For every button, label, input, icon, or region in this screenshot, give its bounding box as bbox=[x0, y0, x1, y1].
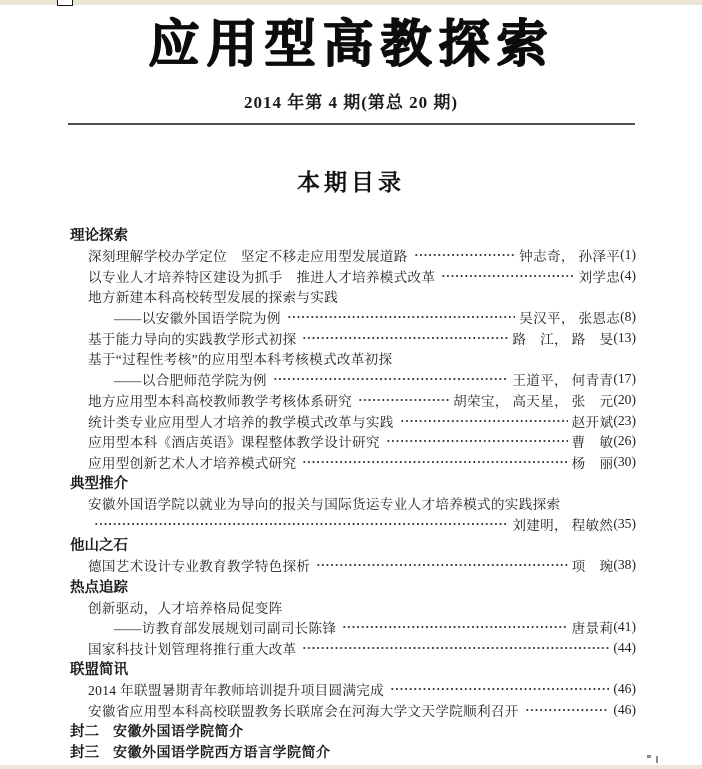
toc-entry-title: ——以合肥师范学院为例 bbox=[114, 373, 267, 389]
toc-dot-leader bbox=[441, 270, 574, 282]
toc-entry bbox=[70, 596, 636, 617]
toc-entry bbox=[70, 307, 636, 328]
scan-edge-bottom bbox=[0, 765, 702, 769]
toc-entry-title: 创新驱动，人才培养格局促变阵 bbox=[88, 600, 283, 616]
toc-entry-page-number: (4) bbox=[620, 267, 636, 283]
toc-entry bbox=[70, 390, 636, 411]
toc-entry-authors: 吴汉平， 张恩志 bbox=[519, 311, 621, 327]
toc-dot-leader bbox=[400, 415, 568, 427]
toc-dot-leader bbox=[287, 311, 515, 323]
toc-entry bbox=[70, 245, 636, 266]
back-cover-label: 封二 bbox=[70, 724, 99, 741]
back-cover-title: 安徽外国语学院西方语言学院简介 bbox=[113, 745, 331, 761]
toc-entry-title: 国家科技计划管理将推行重大改革 bbox=[88, 642, 297, 658]
toc-entry-authors: 胡荣宝， 高天星， 张 元 bbox=[453, 393, 614, 409]
header-divider-rule bbox=[68, 123, 635, 125]
toc-entry bbox=[70, 286, 636, 307]
toc-entry-authors: 赵开斌 bbox=[571, 414, 614, 430]
toc-entry-authors: 曹 敏 bbox=[571, 435, 614, 451]
toc-dot-leader bbox=[342, 621, 567, 633]
scan-artifact-bottom-right bbox=[647, 745, 658, 763]
toc-entry-title: 深刻理解学校办学定位 坚定不移走应用型发展道路 bbox=[88, 249, 408, 265]
toc-dot-leader bbox=[525, 704, 610, 716]
toc-entry-title: 2014 年联盟暑期青年教师培训提升项目圆满完成 bbox=[88, 683, 385, 699]
toc-entry-page-number: (13) bbox=[613, 329, 636, 345]
toc-dot-leader bbox=[414, 249, 516, 261]
toc-dot-leader bbox=[273, 373, 509, 385]
toc-entry-title: 地方应用型本科高校教师教学考核体系研究 bbox=[88, 393, 352, 409]
toc-entry bbox=[70, 493, 636, 514]
toc-entry-title: 德国艺术设计专业教育教学特色探析 bbox=[88, 559, 311, 575]
toc-entry-title: 应用型本科《酒店英语》课程整体教学设计研究 bbox=[88, 435, 380, 451]
back-cover-label: 封三 bbox=[70, 745, 99, 762]
toc-entry-authors: 项 琬 bbox=[571, 559, 614, 575]
toc-entry-title: 统计类专业应用型人才培养的教学模式改革与实践 bbox=[88, 414, 394, 430]
toc-entry-authors: 刘学忠 bbox=[578, 269, 621, 285]
toc-entry-page-number: (35) bbox=[613, 515, 636, 531]
toc-dot-leader bbox=[386, 435, 568, 447]
toc-dot-leader bbox=[302, 456, 567, 468]
toc-entry bbox=[70, 555, 636, 576]
toc-entry bbox=[70, 265, 636, 286]
journal-masthead-title: 应用型高教探索 bbox=[147, 14, 554, 74]
toc-entry bbox=[70, 679, 636, 700]
toc-entry-page-number: (44) bbox=[613, 640, 636, 656]
toc-section-heading: 他山之石 bbox=[70, 538, 128, 555]
scan-registration-marker bbox=[57, 0, 73, 6]
issue-line: 2014 年第 4 期(第总 20 期) bbox=[243, 93, 459, 112]
toc-entry-title: 应用型创新艺术人才培养模式研究 bbox=[88, 455, 297, 471]
toc-entry-authors: 钟志奇， 孙泽平 bbox=[519, 249, 621, 265]
toc-dot-leader bbox=[302, 642, 609, 654]
toc-entry-title: ——访教育部发展规划司副司长陈锋 bbox=[114, 621, 337, 637]
toc-entry-page-number: (26) bbox=[613, 433, 636, 449]
toc-dot-leader bbox=[302, 332, 508, 344]
toc-entry-page-number: (30) bbox=[613, 453, 636, 469]
toc-entry bbox=[70, 452, 636, 473]
toc-entry-title: 安徽省应用型本科高校联盟教务长联席会在河海大学文天学院顺利召开 bbox=[88, 704, 519, 720]
toc-entry-page-number: (17) bbox=[613, 371, 636, 387]
toc-entry-title: 安徽外国语学院以就业为导向的报关与国际货运专业人才培养模式的实践探索 bbox=[88, 497, 561, 513]
toc-entry-title: 基于能力导向的实践教学形式初探 bbox=[88, 331, 297, 347]
toc-entry-title: 以专业人才培养特区建设为抓手 推进人才培养模式改革 bbox=[88, 269, 436, 285]
toc-entry-page-number: (20) bbox=[613, 391, 636, 407]
back-cover-title: 安徽外国语学院简介 bbox=[113, 724, 244, 740]
toc-dot-leader bbox=[316, 559, 567, 571]
toc-entry-authors: 路 江， 路 旻 bbox=[512, 331, 614, 347]
toc-section-heading: 联盟简讯 bbox=[70, 662, 128, 679]
toc-entry bbox=[70, 369, 636, 390]
toc-entry-title: ——以安徽外国语学院为例 bbox=[114, 311, 281, 327]
toc-entry-page-number: (1) bbox=[620, 247, 636, 263]
toc-section-heading: 理论探索 bbox=[70, 227, 128, 244]
toc-entry-page-number: (38) bbox=[613, 557, 636, 573]
toc-entry bbox=[70, 348, 636, 369]
toc-entry bbox=[70, 431, 636, 452]
toc-entry-authors: 杨 丽 bbox=[571, 455, 614, 471]
toc-entry bbox=[70, 638, 636, 659]
toc-entry bbox=[70, 700, 636, 721]
toc-section-heading: 热点追踪 bbox=[70, 579, 128, 596]
toc-entry-page-number: (8) bbox=[620, 309, 636, 325]
toc-entry-page-number: (46) bbox=[613, 702, 636, 718]
toc-dot-leader bbox=[94, 518, 508, 530]
toc-entry bbox=[70, 410, 636, 431]
toc-dot-leader bbox=[390, 683, 609, 695]
toc-entry-page-number: (41) bbox=[613, 619, 636, 635]
toc-entry bbox=[70, 327, 636, 348]
toc-section-heading: 典型推介 bbox=[70, 476, 128, 493]
toc-entry-page-number: (46) bbox=[613, 681, 636, 697]
toc-entry-title: 基于“过程性考核”的应用型本科考核模式改革初探 bbox=[88, 352, 393, 368]
toc-title: 本期目录 bbox=[297, 169, 405, 195]
back-cover-row bbox=[70, 721, 636, 742]
toc-entry-title: 地方新建本科高校转型发展的探索与实践 bbox=[88, 290, 339, 306]
toc-dot-leader bbox=[358, 394, 449, 406]
toc-entry-authors: 王道平， 何青青 bbox=[512, 373, 614, 389]
toc-entry bbox=[70, 617, 636, 638]
toc-entry-page-number: (23) bbox=[613, 412, 636, 428]
toc-body bbox=[70, 224, 636, 762]
scan-edge-top bbox=[0, 0, 702, 5]
back-cover-row bbox=[70, 741, 636, 762]
toc-entry-authors: 刘建明， 程敏然 bbox=[512, 517, 614, 533]
toc-entry-authors: 唐景莉 bbox=[571, 621, 614, 637]
toc-entry bbox=[70, 514, 636, 535]
